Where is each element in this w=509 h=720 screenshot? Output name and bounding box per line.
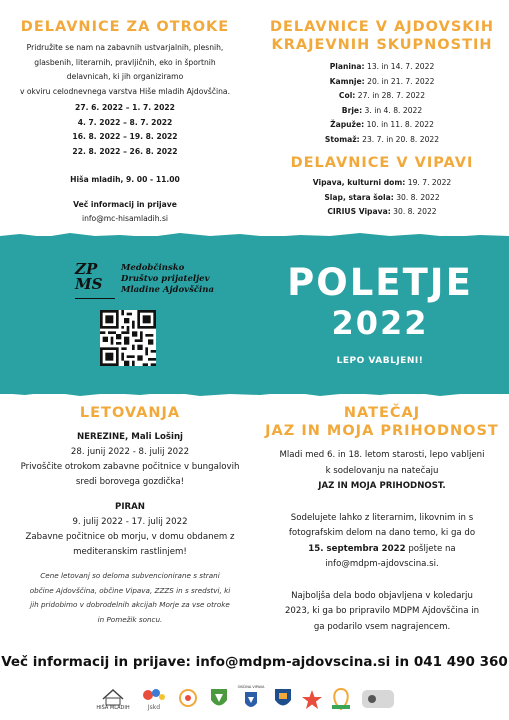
date-range: 22. 8. 2022 – 26. 8. 2022 (72, 146, 178, 156)
section-summer-camps (0, 404, 260, 627)
place-dates: 27. in 28. 7. 2022 (357, 91, 426, 100)
note-line: jih pridobimo v dobrodelnih akcijah Morje za vse otroke (30, 600, 230, 609)
camp-desc: sredi borovega gozdička! (75, 477, 185, 487)
jskd-mark-icon (140, 685, 168, 705)
obcina-vipava-logo (237, 685, 265, 713)
hisa-mladih-logo (93, 685, 133, 713)
camp-place: NEREZINE, Mali Lošinj (76, 432, 184, 442)
place-name: Vipava, kulturni dom: (312, 178, 406, 187)
poletje-title (280, 262, 480, 342)
list-item (255, 118, 509, 133)
text-fragment: pošljete na (405, 543, 456, 554)
logo-letters (75, 262, 115, 299)
crest-blue-icon (272, 685, 294, 713)
intro-line: Pridružite se nam na zabavnih ustvarjalnih, plesnih, (26, 43, 224, 52)
heading-children-workshops: DELAVNICE ZA OTROKE (20, 19, 230, 35)
crest-green-icon (208, 685, 230, 713)
vipava-list (255, 176, 509, 220)
banner-brush-edge-bottom (0, 389, 509, 399)
list-item (255, 205, 509, 220)
place-dates: 30. 8. 2022 (393, 207, 437, 216)
info-email-link[interactable]: info@mc-hisamladih.si (81, 214, 169, 223)
place-name: Stomaž: (324, 134, 360, 144)
ribbon-logo-icon (328, 685, 354, 713)
place-dates: 19. 7. 2022 (407, 178, 452, 187)
camp-details (0, 430, 260, 560)
competition-email-link[interactable]: info@mdpm-ajdovscina.si. (325, 559, 439, 569)
note-line: Cene letovanj so deloma subvencionirane s strani (40, 571, 220, 580)
hisa-mladih-text: HIŠA MLADIH (96, 705, 130, 711)
camp-dates: 9. julij 2022 - 17. julij 2022 (72, 517, 188, 527)
obcina-vipava-text: OBČINA VIPAVA (237, 685, 265, 689)
text-line: k sodelovanju na natečaju (325, 465, 439, 476)
place-name: Col: (338, 91, 356, 100)
place-name: Brje: (341, 105, 363, 115)
banner-brush-edge-top (0, 230, 509, 240)
heading-line: KRAJEVNIH SKUPNOSTIH (271, 37, 493, 53)
list-item (255, 133, 509, 148)
list-item (255, 60, 509, 75)
deadline-line (255, 542, 509, 558)
jskd-text: Jskd (147, 704, 161, 711)
note-line: občine Ajdovščina, občine Vipava, ZZZS in s sredstvi, ki (29, 585, 231, 595)
note-line: in Pomežik soncu. (97, 614, 163, 624)
greeting: LEPO VABLJENI! (336, 356, 424, 366)
sun-logo-icon (176, 685, 200, 713)
vipava-crest-icon (237, 685, 265, 713)
place-name: Slap, stara šola: (324, 192, 394, 202)
date-range: 4. 7. 2022 – 8. 7. 2022 (77, 117, 173, 127)
place-name: Žapuže: (330, 120, 365, 129)
heading-line: JAZ IN MOJA PRIHODNOST (265, 423, 499, 439)
heading-summer-camps: LETOVANJA (79, 405, 181, 421)
competition-title: JAZ IN MOJA PRIHODNOST. (318, 481, 446, 491)
date-range: 16. 8. 2022 – 19. 8. 2022 (72, 132, 178, 141)
section-community-workshops (255, 18, 509, 220)
org-name-line: Mladine Ajdovščina (121, 285, 214, 295)
deadline: 15. septembra 2022 (308, 543, 406, 554)
text-line: Mladi med 6. in 18. letom starosti, lepo vabljeni (279, 450, 485, 460)
list-item (255, 191, 509, 206)
rounded-badge-icon (360, 685, 396, 713)
intro-line: glasbenih, literarnih, pravljičnih, eko in športnih (34, 57, 216, 67)
place-name: Planina: (329, 62, 365, 71)
text-line: ga podarilo vsem nagrajencem. (313, 621, 451, 632)
info-label: Več informacij in prijave (73, 199, 177, 209)
qr-code[interactable] (100, 310, 156, 366)
intro-line: delavnicah, ki jih organiziramo (66, 72, 184, 81)
intro-text (0, 41, 250, 99)
subsidy-note (0, 569, 260, 627)
camp-dates: 28. junij 2022 - 8. julij 2022 (70, 447, 190, 457)
heading-competition (255, 404, 509, 440)
camp-desc: Privoščite otrokom zabavne počitnice v bungalovih (20, 462, 240, 472)
competition-text (255, 448, 509, 635)
text-line: Sodelujete lahko z literarnim, likovnim in s (290, 512, 474, 523)
text-line: 2023, ki ga bo pripravilo MDPM Ajdovščina in (284, 606, 480, 616)
heading-line: NATEČAJ (343, 405, 421, 421)
footer-contact: Več informacij in prijave: info@mdpm-ajdovscina.si in 041 490 360 (1, 654, 508, 670)
date-range: 27. 6. 2022 – 1. 7. 2022 (75, 103, 175, 112)
heading-vipava-workshops: DELAVNICE V VIPAVI (290, 155, 474, 171)
jskd-logo (140, 685, 168, 713)
place-dates: 20. in 21. 7. 2022 (367, 76, 435, 86)
org-name-line: Društvo prijateljev (121, 274, 210, 284)
list-item (255, 89, 509, 104)
heading-line: DELAVNICE V AJDOVSKIH (269, 19, 495, 35)
logo-letters-text: ZP MS (75, 260, 103, 293)
section-children-workshops (0, 18, 250, 227)
venue-time: Hiša mladih, 9. 00 - 11.00 (70, 175, 180, 184)
org-name (121, 263, 214, 296)
camp-desc: Zabavne počitnice ob morju, v domu obdanem z (25, 532, 235, 542)
list-item (255, 104, 509, 119)
workshop-dates (0, 101, 250, 159)
place-dates: 10. in 11. 8. 2022 (366, 120, 434, 129)
place-dates: 13. in 14. 7. 2022 (366, 62, 435, 71)
camp-desc: mediteranskim rastlinjem! (73, 547, 187, 557)
text-line: Najboljša dela bodo objavljena v koledarju (291, 590, 473, 601)
org-name-line: Medobčinsko (121, 263, 185, 273)
star-logo-icon (300, 685, 324, 713)
title-line: POLETJE (287, 261, 473, 304)
mdpm-logo (75, 262, 255, 298)
camp-place: PIRAN (115, 502, 145, 512)
community-list (255, 60, 509, 147)
place-dates: 23. 7. in 20. 8. 2022 (362, 134, 440, 144)
title-year: 2022 (331, 304, 429, 342)
place-dates: 3. in 4. 8. 2022 (364, 105, 423, 115)
place-name: Kamnje: (329, 76, 365, 86)
intro-line: v okviru celodnevnega varstva Hiše mladih Ajdovščina. (19, 86, 230, 96)
list-item (255, 75, 509, 90)
text-line: fotografskim delom na dano temo, ki ga do (288, 528, 476, 538)
heading-community-workshops (255, 18, 509, 54)
place-dates: 30. 8. 2022 (396, 192, 440, 202)
place-name: CIRIUS Vipava: (327, 207, 391, 216)
list-item (255, 176, 509, 191)
section-competition (255, 404, 509, 635)
